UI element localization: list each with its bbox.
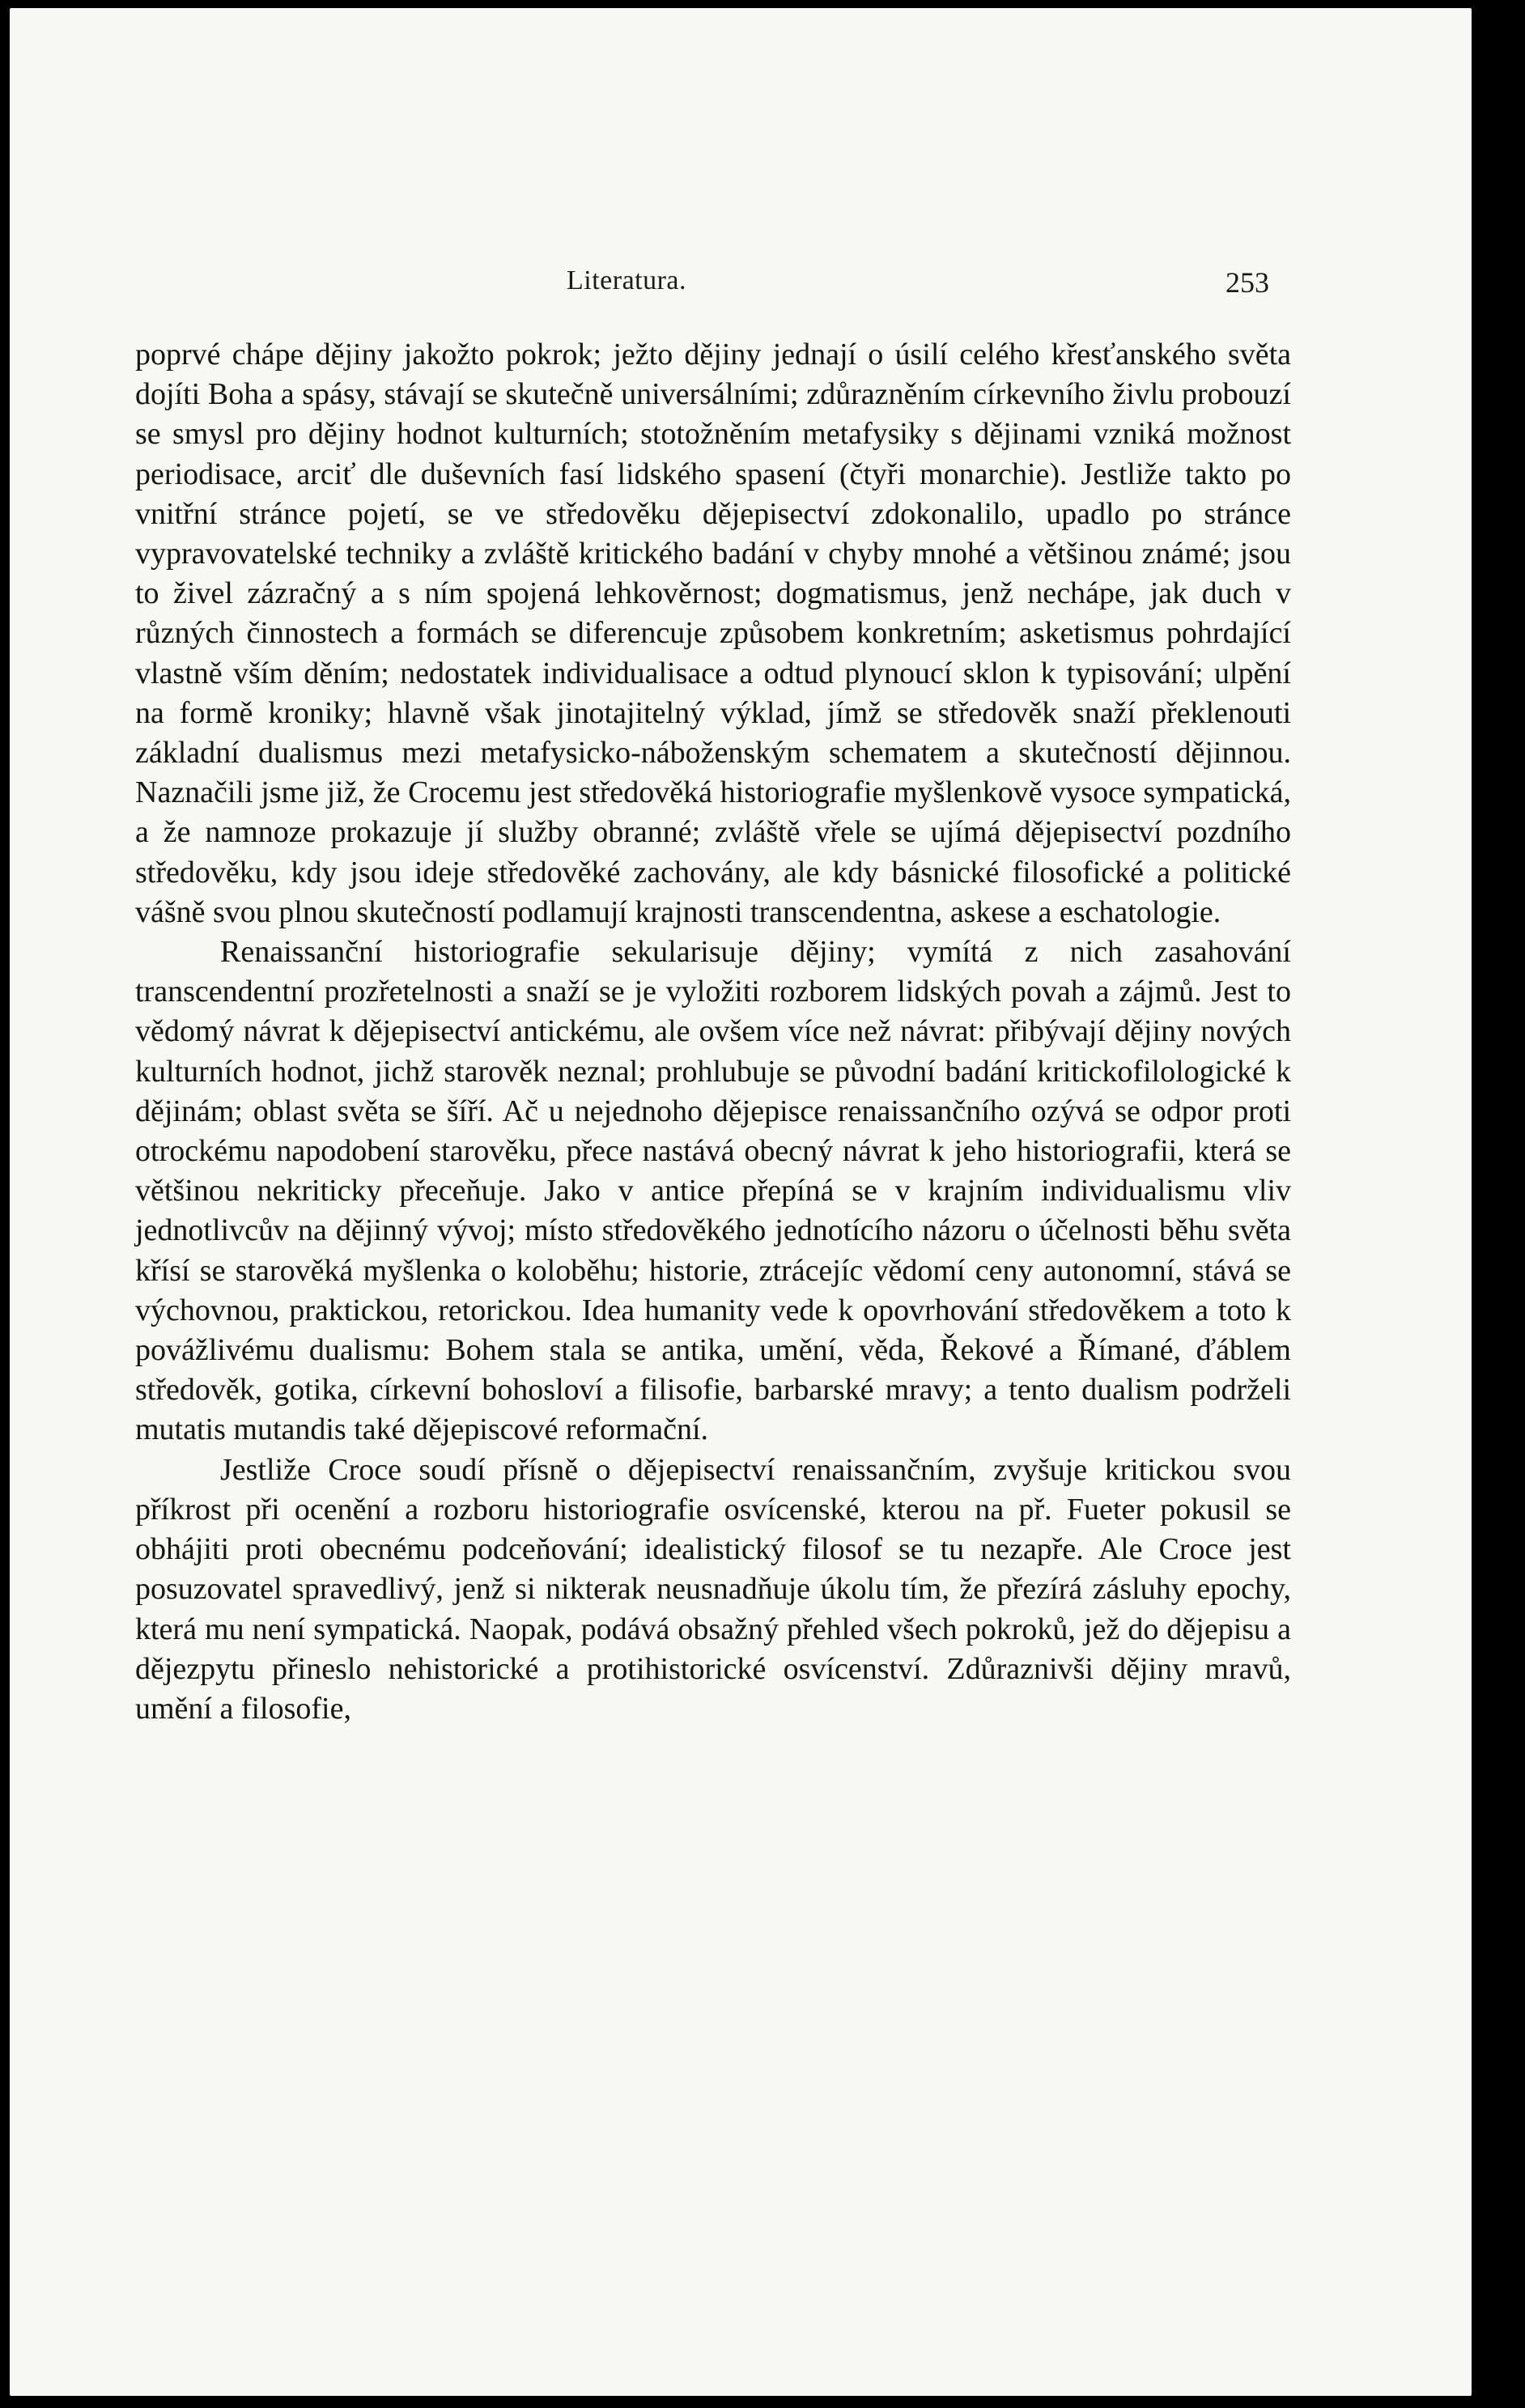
running-title: Literatura. — [567, 265, 687, 295]
page-number: 253 — [1226, 266, 1269, 299]
paragraph: Renaissanční historiografie sekularisuje dějiny; vymítá z nich zasahování transcendentní prozřetelnosti a snaží se je vyložiti rozborem lidských povah a zájmů. Jest to vědomý návrat k dějepisectví antickému, ale ovšem více než návrat: přibývají dějiny nových kulturních hodnot, jichž starověk neznal; prohlubuje se původní badání kritickofilologické k dějinám; oblast světa se šíří. Ač u nejednoho dějepisce renaissančního ozývá se odpor proti otrockému napodobení starověku, přece nastává obecný návrat k jeho historiografii, která se většinou nekriticky přeceňuje. Jako v antice přepíná se v krajním individualismu vliv jednotlivcův na dějinný vývoj; místo středověkého jednotícího názoru o účelnosti běhu světa křísí se starověká myšlenka o koloběhu; historie, ztrácejíc vědomí ceny autonomní, stává se výchovnou, praktickou, retorickou. Idea humanity vede k opovrhování středověkem a toto k povážlivému dualismu: Bohem stala se antika, umění, věda, Řekové a Římané, ďáblem středověk, gotika, církevní bohosloví a filisofie, barbarské mravy; a tento dualism podrželi mutatis mutandis také dějepiscové reformační. — [135, 935, 1291, 1447]
document-page — [10, 8, 1472, 2396]
body-text — [135, 335, 1291, 1729]
paragraph: poprvé chápe dějiny jakožto pokrok; ježto dějiny jednají o úsilí celého křesťanského světa dojíti Boha a spásy, stávají se skutečně universálními; zdůrazněním církevního živlu probouzí se smysl pro dějiny hodnot kulturních; stotožněním metafysiky s dějinami vzniká možnost periodisace, arciť dle duševních fasí lidského spasení (čtyři monarchie). Jestliže takto po vnitřní stránce pojetí, se ve středověku dějepisectví zdokonalilo, upadlo po stránce vypravovatelské techniky a zvláště kritického badání v chyby mnohé a většinou známé; jsou to živel zázračný a s ním spojená lehkověrnost; dogmatismus, jenž nechápe, jak duch v různých činnostech a formách se diferencuje způsobem konkretním; asketismus pohrdající vlastně vším děním; nedostatek individualisace a odtud plynoucí sklon k typisování; ulpění na formě kroniky; hlavně však jinotajitelný výklad, jímž se středověk snaží překlenouti základní dualismus mezi metafysicko-náboženským schematem a skutečností dějinnou. Naznačili jsme již, že Crocemu jest středověká historiografie myšlenkově vysoce sympatická, a že namnoze prokazuje jí služby obranné; zvláště vřele se ujímá dějepisectví pozdního středověku, kdy jsou ideje středověké zachovány, ale kdy básnické filosofické a politické vášně svou plnou skutečností podlamují krajnosti transcendentna, askese a eschatologie. — [135, 338, 1291, 929]
paragraph: Jestliže Croce soudí přísně o dějepisectví renaissančním, zvyšuje kritickou svou příkrost při ocenění a rozboru historiografie osvícenské, kterou na př. Fueter pokusil se obhájiti proti obecnému podceňování; idealistický filosof se tu nezapře. Ale Croce jest posuzovatel spravedlivý, jenž si nikterak neusnadňuje úkolu tím, že přezírá zásluhy epochy, která mu není sympatická. Naopak, podává obsažný přehled všech pokroků, jež do dějepisu a dějezpytu přineslo nehistorické a protihistorické osvícenství. Zdůraznivši dějiny mravů, umění a filosofie, — [135, 1452, 1291, 1726]
